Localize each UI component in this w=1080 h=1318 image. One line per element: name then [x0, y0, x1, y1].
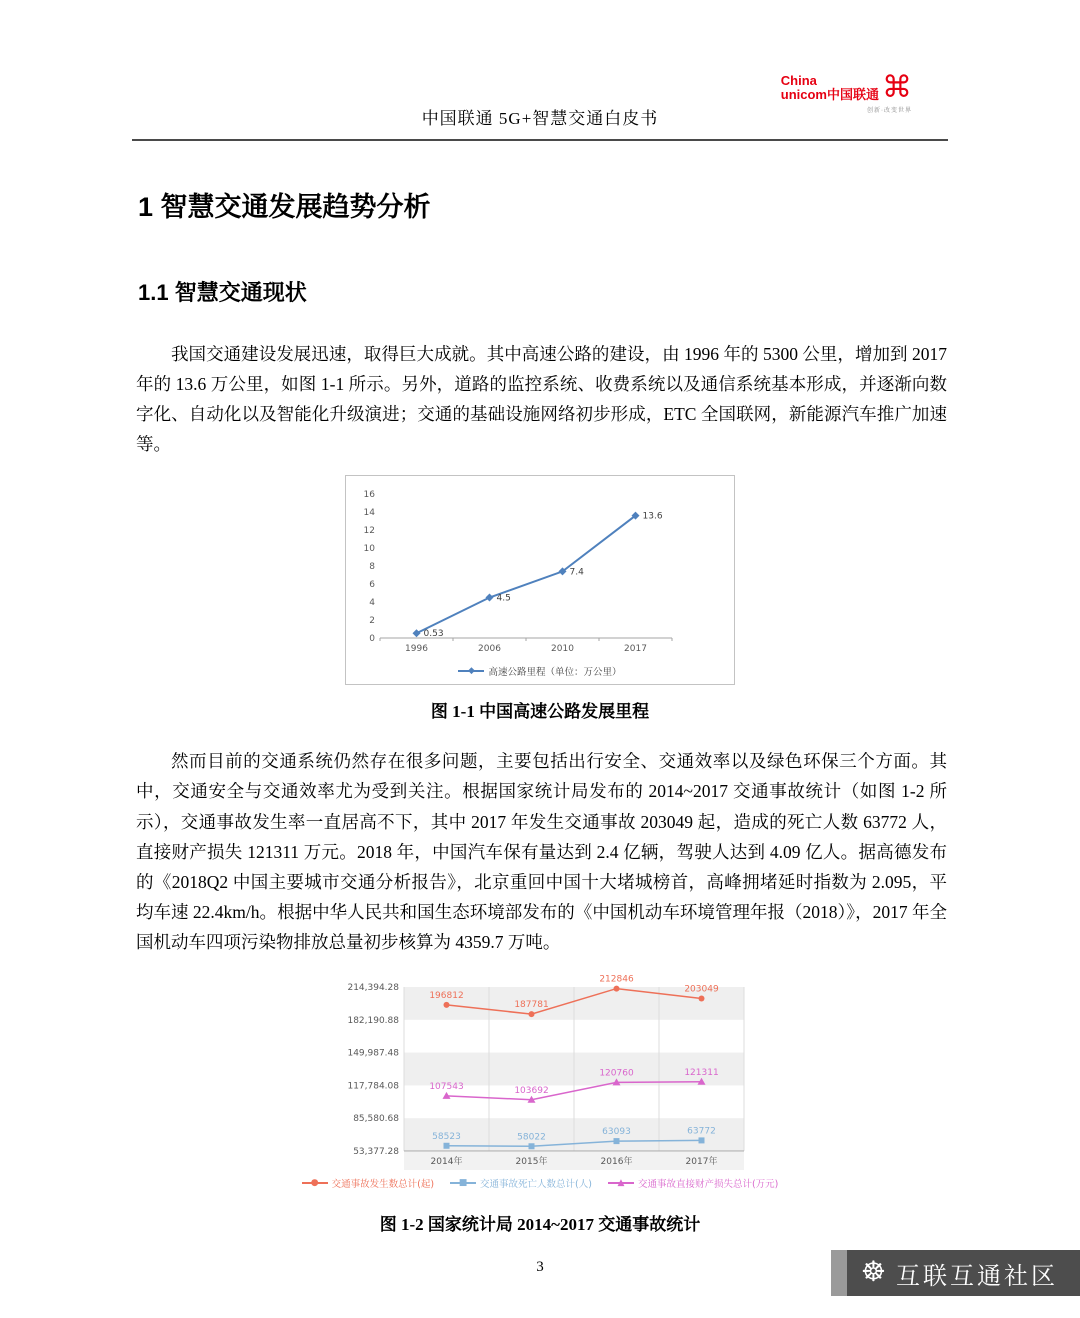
watermark-text: 互联互通社区	[896, 1262, 1058, 1290]
legend-item-highway-mileage: ◆ 高速公路里程（单位：万公里）	[458, 664, 621, 678]
svg-text:12: 12	[363, 526, 375, 537]
svg-text:203049: 203049	[684, 984, 719, 995]
svg-text:182,190.88: 182,190.88	[347, 1015, 399, 1026]
svg-text:196812: 196812	[429, 990, 464, 1001]
svg-text:187781: 187781	[514, 1000, 549, 1011]
svg-text:107543: 107543	[429, 1081, 464, 1092]
unicom-knot-icon: ⌘	[882, 71, 912, 104]
watermark-badge	[847, 1250, 1080, 1296]
svg-text:10: 10	[363, 544, 375, 555]
svg-text:6: 6	[369, 580, 375, 591]
svg-text:4.5: 4.5	[496, 593, 511, 604]
watermark	[831, 1250, 1080, 1296]
legend-item-property-loss: ▲ 交通事故直接财产损失总计(万元)	[608, 1176, 778, 1190]
logo-brand-line1: China	[780, 73, 817, 88]
svg-text:121311: 121311	[684, 1067, 719, 1078]
legend-item-death-count: ■ 交通事故死亡人数总计(人)	[450, 1176, 592, 1190]
svg-text:103692: 103692	[514, 1085, 549, 1096]
svg-text:2006: 2006	[478, 644, 501, 655]
svg-text:1996: 1996	[405, 644, 428, 655]
figure-1-1-caption: 图 1-1 中国高速公路发展里程	[430, 702, 650, 722]
header-title: 中国联通 5G+智慧交通白皮书	[421, 109, 659, 128]
svg-text:16: 16	[363, 490, 375, 501]
figure-1-2-caption: 图 1-2 国家统计局 2014~2017 交通事故统计	[379, 1215, 701, 1235]
logo-brand-text	[781, 74, 879, 103]
svg-text:7.4: 7.4	[569, 567, 584, 578]
header-rule	[132, 139, 948, 141]
svg-text:2: 2	[369, 616, 375, 627]
svg-text:212846: 212846	[599, 974, 634, 985]
svg-text:149,987.48: 149,987.48	[347, 1048, 399, 1059]
logo-brand-line2: unicom中国联通	[780, 87, 879, 103]
watermark-accent-bar	[831, 1250, 847, 1296]
figure-1-2	[305, 971, 779, 1191]
svg-text:214,394.28: 214,394.28	[347, 983, 399, 994]
paragraph-2: 然而目前的交通系统仍然存在很多问题，主要包括出行安全、交通效率以及绿色环保三个方面。其中，交通安全与交通效率尤为受到关注。根据国家统计局发布的 2014~2017 交通事故统计（如图 1-2 所示），交通事故发生率一直居高不下，其中 2017 年发生交通事故 203049 起，造成的死亡人数 63772 人，直接财产损失 121311 万元。2018 年，中国汽车保有量达到 2.4 亿辆，驾驶人达到 4.09 亿人。据高德发布的《2018Q2 中国主要城市交通分析报告》，北京重回中国十大堵城榜首，高峰拥堵延时指数为 2.095，平均车速 22.4km/h。根据中华人民共和国生态环境部发布的《中国机动车环境管理年报（2018）》，2017 年全国机动车四项污染物排放总量初步核算为 4359.7 万吨。	[136, 751, 947, 952]
svg-text:2010: 2010	[551, 644, 574, 655]
svg-text:85,580.68: 85,580.68	[353, 1114, 399, 1125]
svg-text:0.53: 0.53	[423, 629, 444, 640]
svg-text:0: 0	[369, 634, 375, 645]
svg-text:58022: 58022	[517, 1132, 546, 1143]
svg-text:13.6: 13.6	[642, 511, 663, 522]
svg-text:14: 14	[363, 508, 375, 519]
svg-text:63772: 63772	[687, 1126, 716, 1137]
highway-mileage-chart	[350, 484, 730, 662]
page-number: 3	[536, 1259, 544, 1276]
section-heading: 1 智慧交通发展趋势分析	[138, 192, 431, 222]
paragraph-1: 我国交通建设发展迅速，取得巨大成就。其中高速公路的建设，由 1996 年的 5300 公里，增加到 2017 年的 13.6 万公里，如图 1-1 所示。另外，道路的监控系统、收费系统以及通信系统基本形成，并逐渐向数字化、自动化以及智能化升级演进；交通的基础设施网络初步形成，ETC 全国联网，新能源汽车推广加速等。	[136, 344, 947, 455]
logo-tagline: 创新·改变世界	[867, 107, 912, 114]
svg-text:53,377.28: 53,377.28	[353, 1147, 399, 1158]
svg-text:4: 4	[369, 598, 375, 609]
svg-text:2016年: 2016年	[600, 1157, 633, 1168]
svg-text:2017年: 2017年	[685, 1157, 718, 1168]
subsection-heading: 1.1 智慧交通现状	[138, 280, 307, 305]
accident-chart-legend	[305, 1176, 779, 1191]
figure-1-1	[345, 475, 735, 685]
svg-text:2017: 2017	[624, 644, 647, 655]
highway-chart-legend	[346, 664, 734, 678]
svg-text:63093: 63093	[602, 1127, 631, 1138]
svg-text:117,784.08: 117,784.08	[347, 1081, 399, 1092]
svg-text:8: 8	[369, 562, 375, 573]
legend-item-accident-count: ● 交通事故发生数总计(起)	[302, 1176, 434, 1190]
svg-text:2015年: 2015年	[515, 1157, 548, 1168]
china-unicom-logo	[780, 71, 912, 114]
svg-text:58523: 58523	[432, 1131, 461, 1142]
svg-text:2014年: 2014年	[430, 1157, 463, 1168]
accident-stats-chart	[330, 971, 750, 1171]
ship-wheel-icon: ☸	[860, 1257, 886, 1288]
svg-text:120760: 120760	[599, 1068, 634, 1079]
